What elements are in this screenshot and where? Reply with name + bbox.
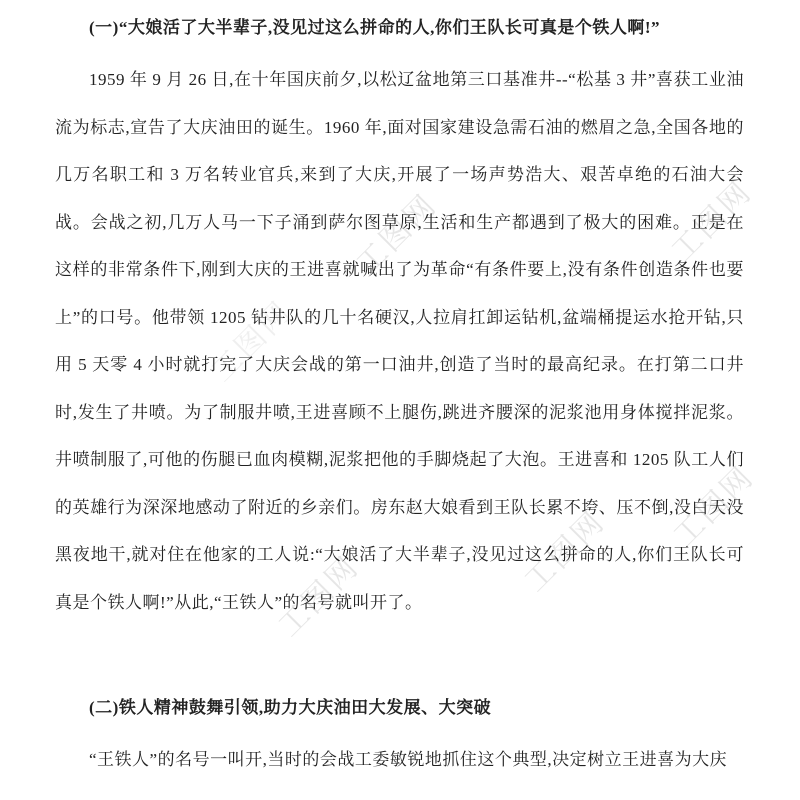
- watermark-text: 工图网: [272, 549, 366, 644]
- section-2-paragraph: “王铁人”的名号一叫开,当时的会战工委敏锐地抓住这个典型,决定树立王进喜为大庆: [89, 750, 728, 769]
- document-content: [55, 8, 744, 784]
- watermark-text: 工图网: [205, 294, 299, 389]
- watermark-text: 工图网: [667, 459, 761, 554]
- section-2-heading: (二)铁人精神鼓舞引领,助力大庆油田大发展、大突破: [89, 698, 492, 717]
- watermark-text: 工图网: [665, 174, 759, 269]
- section-1-paragraph: 1959 年 9 月 26 日,在十年国庆前夕,以松辽盆地第三口基准井--“松基 3 井”喜获工业油流为标志,宣告了大庆油田的诞生。1960 年,面对国家建设急需石油的燃眉之急,全国各地的几万名职工和 3 万名转业官兵,来到了大庆,开展了一场声势浩大、艰苦卓绝的石油大会战。会战之初,几万人马一下子涌到萨尔图草原,生活和生产都遇到了极大的困难。正是在这样的非常条件下,刚到大庆的王进喜就喊出了为革命“有条件要上,没有条件创造条件也要上”的口号。他带领 1205 钻井队的几十名硬汉,人拉肩扛卸运钻机,盆端桶提运水抢开钻,只用 5 天零 4 小时就打完了大庆会战的第一口油井,创造了当时的最高纪录。在打第二口井时,发生了井喷。为了制服井喷,王进喜顾不上腿伤,跳进齐腰深的泥浆池用身体搅拌泥浆。井喷制服了,可他的伤腿已血肉模糊,泥浆把他的手脚烧起了大泡。王进喜和 1205 队工人们的英雄行为深深地感动了附近的乡亲们。房东赵大娘看到王队长累不垮、压不倒,没白天没黑夜地干,就对住在他家的工人说:“大娘活了大半辈子,没见过这么拼命的人,你们王队长可真是个铁人啊!”从此,“王铁人”的名号就叫开了。: [55, 70, 744, 612]
- watermark-text: 工图网: [518, 504, 612, 599]
- watermark-text: 工图网: [350, 187, 444, 282]
- section-1-heading: (一)“大娘活了大半辈子,没见过这么拼命的人,你们王队长可真是个铁人啊!”: [89, 18, 660, 37]
